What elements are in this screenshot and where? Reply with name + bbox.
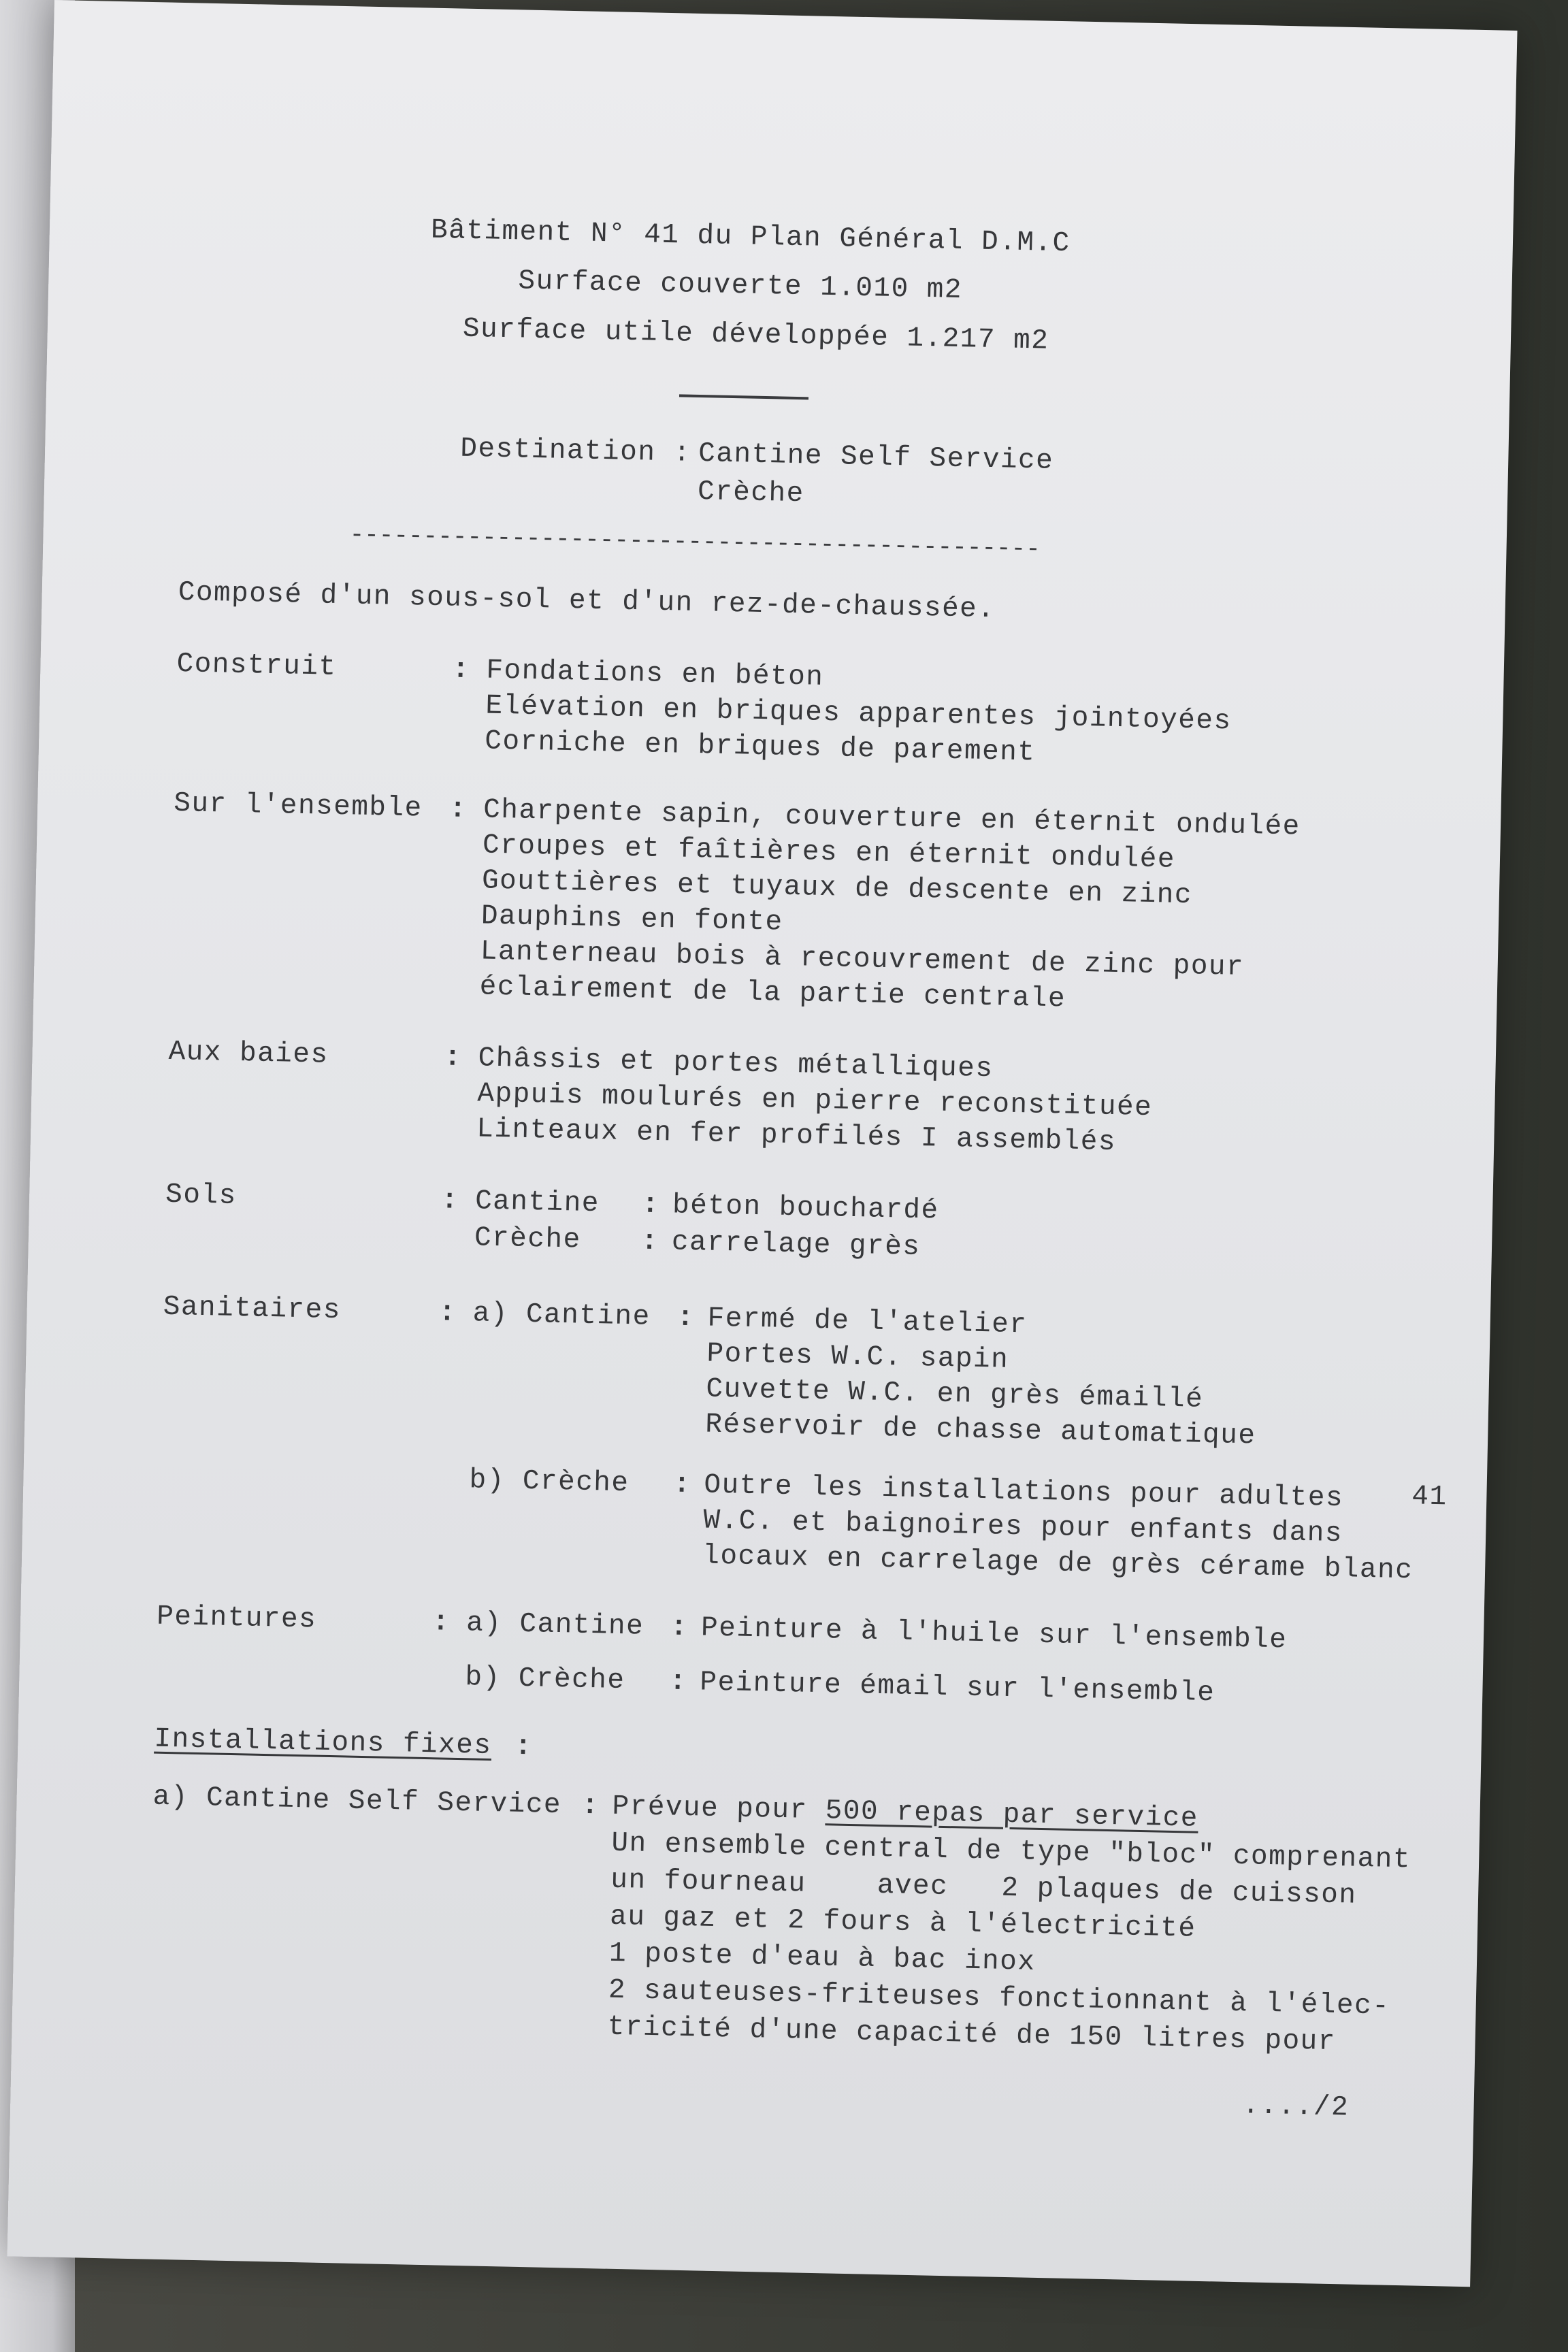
construit-line: Fondations en béton bbox=[486, 655, 824, 693]
installations-capacity: 500 repas par service bbox=[825, 1795, 1199, 1835]
ensemble-line: Gouttières et tuyaux de descente en zinc bbox=[481, 865, 1193, 912]
installations-line: au gaz et 2 fours à l'électricité bbox=[609, 1901, 1196, 1945]
section-label-sanitaires: Sanitaires bbox=[163, 1291, 342, 1327]
construit-line: Corniche en briques de parement bbox=[484, 725, 1036, 769]
section-sep-sanitaires: : bbox=[438, 1297, 457, 1329]
document-page bbox=[7, 0, 1518, 2287]
intro-text: Composé d'un sous-sol et d'un rez-de-chaussée. bbox=[178, 577, 996, 626]
sanitaires-a-line: Réservoir de chasse automatique bbox=[704, 1409, 1256, 1452]
sols-row-name: Cantine bbox=[474, 1186, 600, 1220]
section-sep-peintures: : bbox=[431, 1607, 451, 1639]
ensemble-line: Lanterneau bois à recouvrement de zinc pour bbox=[480, 936, 1245, 983]
sanitaires-b-line: locaux en carrelage de grès cérame blanc bbox=[702, 1540, 1414, 1587]
title-rule bbox=[679, 394, 808, 399]
destination-label: Destination : bbox=[459, 433, 710, 470]
ensemble-line: Croupes et faîtières en éternit ondulée bbox=[482, 830, 1176, 876]
section-sep-baies: : bbox=[444, 1042, 463, 1074]
sanitaires-b-label: b) Crèche bbox=[469, 1465, 630, 1500]
ensemble-line: Dauphins en fonte bbox=[480, 900, 784, 938]
building-title: Bâtiment N° 41 du Plan Général D.M.C bbox=[430, 214, 1071, 260]
installations-heading-sep: : bbox=[514, 1731, 533, 1763]
peintures-b-value: Peinture émail sur l'ensemble bbox=[699, 1667, 1215, 1710]
installations-line: 2 sauteuses-friteuses fonctionnant à l'élec- bbox=[608, 1974, 1390, 2023]
section-label-baies: Aux baies bbox=[168, 1036, 329, 1071]
installations-line: 1 poste d'eau à bac inox bbox=[608, 1938, 1036, 1978]
section-sep-construit: : bbox=[452, 654, 471, 686]
peintures-a-value: Peinture à l'huile sur l'ensemble bbox=[700, 1612, 1288, 1656]
ensemble-line: éclairement de la partie centrale bbox=[479, 971, 1066, 1015]
sanitaires-b-line: Outre les installations pour adultes bbox=[704, 1469, 1344, 1515]
baies-line: Châssis et portes métalliques bbox=[478, 1043, 994, 1085]
sols-row-value: béton bouchardé bbox=[672, 1190, 940, 1227]
sols-row-sep: : bbox=[640, 1226, 659, 1258]
installations-line: un fourneau avec 2 plaques de cuisson bbox=[610, 1864, 1357, 1912]
section-label-sols: Sols bbox=[165, 1179, 238, 1212]
baies-line: Appuis moulurés en pierre reconstituée bbox=[476, 1078, 1153, 1124]
section-label-ensemble: Sur l'ensemble bbox=[173, 787, 423, 825]
installations-a-sep: : bbox=[581, 1790, 600, 1823]
sanitaires-b-line: W.C. et baignoires pour enfants dans bbox=[702, 1505, 1343, 1550]
installations-line: tricité d'une capacité de 150 litres pour bbox=[607, 2011, 1337, 2059]
baies-line: Linteaux en fer profilés I assemblés bbox=[476, 1113, 1117, 1159]
dashed-separator: ----------------------------------------------- bbox=[349, 521, 1041, 564]
sols-row-name: Crèche bbox=[474, 1222, 582, 1256]
section-sep-sols: : bbox=[440, 1185, 459, 1217]
installations-line: Un ensemble central de type "bloc" comprenant bbox=[610, 1827, 1411, 1876]
margin-number: 41 bbox=[1411, 1481, 1448, 1514]
sanitaires-b-sep: : bbox=[673, 1469, 692, 1501]
sanitaires-a-sep: : bbox=[676, 1302, 696, 1335]
sols-row-sep: : bbox=[641, 1189, 660, 1222]
installations-heading: Installations fixes bbox=[154, 1723, 492, 1763]
sanitaires-a-line: Portes W.C. sapin bbox=[706, 1338, 1009, 1376]
peintures-b-label: b) Crèche bbox=[465, 1662, 625, 1697]
covered-surface: Surface couverte 1.010 m2 bbox=[518, 265, 963, 307]
construit-line: Elévation en briques apparentes jointoyées bbox=[485, 690, 1232, 738]
peintures-a-label: a) Cantine bbox=[466, 1607, 644, 1643]
page-continuation: ..../2 bbox=[1242, 2090, 1350, 2124]
sols-row-value: carrelage grès bbox=[671, 1226, 921, 1264]
installations-first-prefix: Prévue pour bbox=[612, 1791, 826, 1827]
section-label-construit: Construit bbox=[176, 648, 337, 683]
sanitaires-a-label: a) Cantine bbox=[472, 1298, 651, 1333]
sanitaires-a-line: Cuvette W.C. en grès émaillé bbox=[705, 1373, 1204, 1416]
useful-surface: Surface utile développée 1.217 m2 bbox=[462, 313, 1049, 357]
peintures-b-sep: : bbox=[668, 1666, 688, 1699]
peintures-a-sep: : bbox=[670, 1612, 689, 1644]
section-label-peintures: Peintures bbox=[156, 1601, 317, 1636]
section-sep-ensemble: : bbox=[448, 794, 468, 826]
ensemble-line: Charpente sapin, couverture en éternit ondulée bbox=[483, 794, 1301, 843]
sanitaires-a-line: Fermé de l'atelier bbox=[707, 1303, 1028, 1341]
installations-a-label: a) Cantine Self Service bbox=[152, 1781, 562, 1822]
destination-creche: Crèche bbox=[697, 476, 805, 510]
destination-cantine: Cantine Self Service bbox=[698, 438, 1054, 477]
